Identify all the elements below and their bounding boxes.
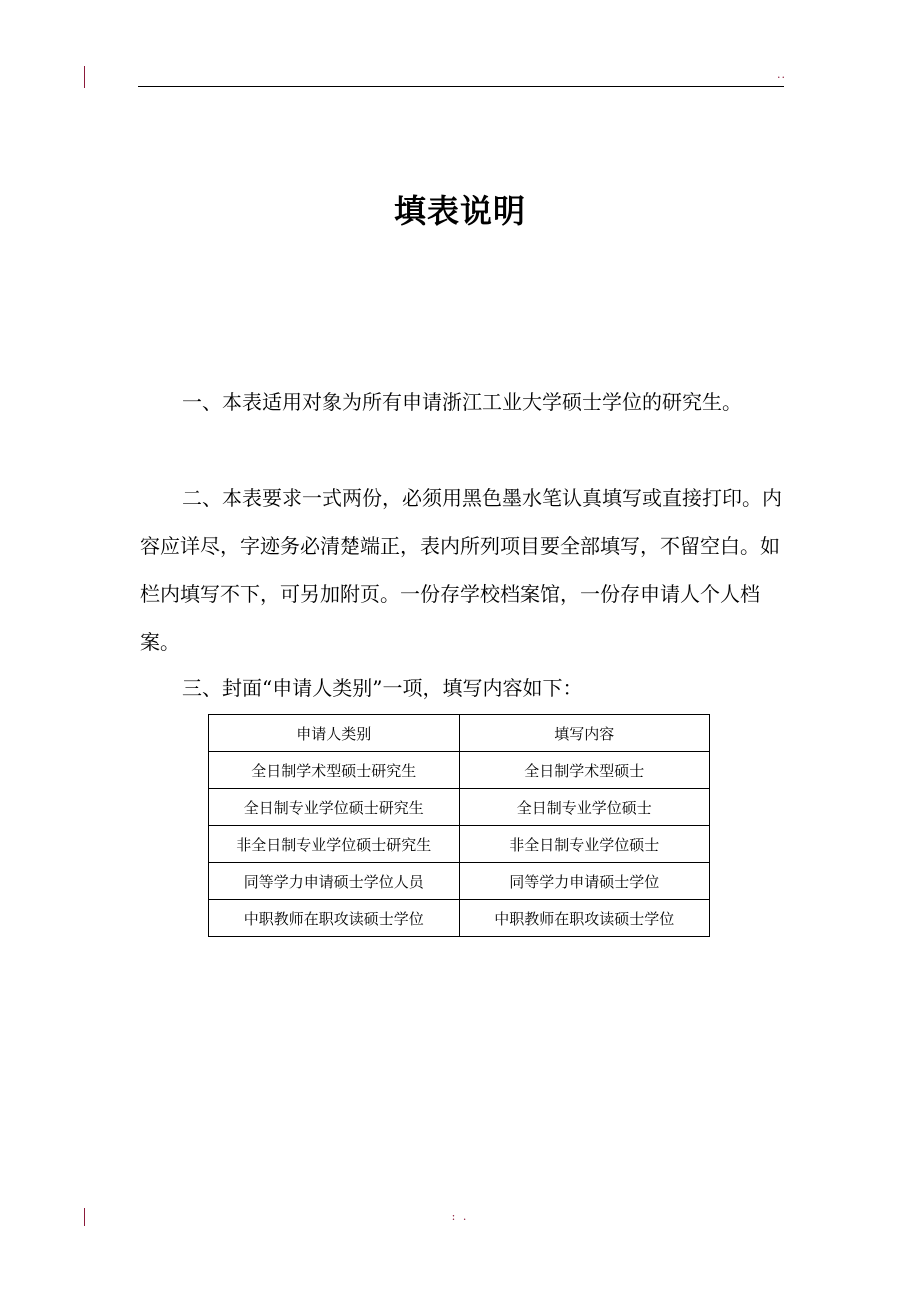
footer-mark: : . — [451, 1210, 469, 1223]
cell-category: 中职教师在职攻读硕士学位 — [209, 900, 460, 937]
instruction-2: 二、本表要求一式两份，必须用黑色墨水笔认真填写或直接打印。内容应详尽，字迹务必清楚端正，表内所列项目要全部填写，不留空白。如栏内填写不下，可另加附页。一份存学校档案馆，一份存申请人个人档案。 — [140, 486, 782, 654]
page-title: 填表说明 — [393, 192, 526, 230]
header-mark: .. — [777, 68, 786, 81]
table-row — [209, 826, 710, 863]
table-row — [209, 789, 710, 826]
table-row — [209, 752, 710, 789]
applicant-category-table — [208, 714, 710, 937]
cell-category: 同等学力申请硕士学位人员 — [209, 863, 460, 900]
cell-category: 全日制学术型硕士研究生 — [209, 752, 460, 789]
table-header-row — [209, 715, 710, 752]
cell-category: 非全日制专业学位硕士研究生 — [209, 826, 460, 863]
instruction-1: 一、本表适用对象为所有申请浙江工业大学硕士学位的研究生。 — [182, 390, 742, 414]
cell-content: 全日制专业学位硕士 — [459, 789, 710, 826]
header-applicant-category: 申请人类别 — [209, 715, 460, 752]
instruction-3: 三、封面“申请人类别”一项，填写内容如下： — [182, 676, 583, 700]
margin-mark-bottom-left — [84, 1208, 85, 1226]
table-row — [209, 863, 710, 900]
cell-content: 同等学力申请硕士学位 — [459, 863, 710, 900]
cell-content: 全日制学术型硕士 — [459, 752, 710, 789]
cell-content: 中职教师在职攻读硕士学位 — [459, 900, 710, 937]
margin-mark-top-left — [84, 66, 85, 88]
cell-content: 非全日制专业学位硕士 — [459, 826, 710, 863]
table-row — [209, 900, 710, 937]
cell-category: 全日制专业学位硕士研究生 — [209, 789, 460, 826]
header-rule — [138, 86, 784, 87]
header-fill-content: 填写内容 — [459, 715, 710, 752]
